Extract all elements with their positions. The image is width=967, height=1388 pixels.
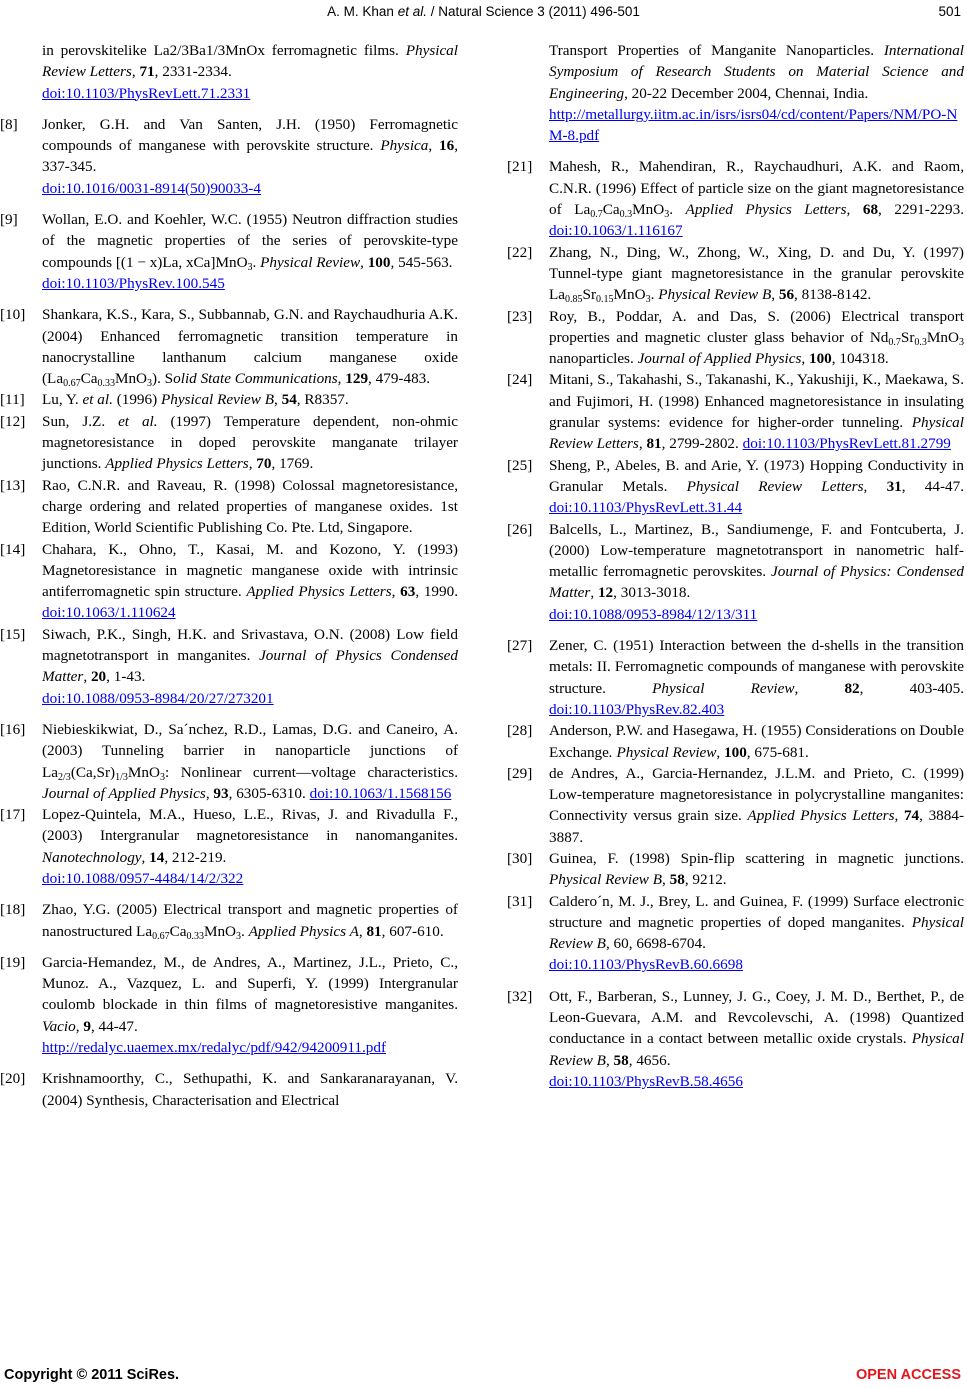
reference-18: [18] Zhao, Y.G. (2005) Electrical transport and magnetic properties of nanostructured $La_{0.67}Ca_{0.33}MnO_3$. Applied Physics A, 81, 607-610. bbox=[0, 901, 458, 942]
ref-journal: Physical Review B bbox=[658, 286, 772, 304]
ref-volume: 82 bbox=[844, 679, 860, 697]
reference-31 bbox=[507, 891, 964, 976]
ref-text: in perovskitelike La2/3Ba1/3MnOx ferromagnetic films. bbox=[42, 42, 399, 59]
reference-30: [30] Guinea, F. (1998) Spin-flip scattering in magnetic junctions. Physical Review B, 58, 9212. bbox=[507, 849, 964, 889]
doi-link[interactable]: doi:10.1063/1.110624 bbox=[42, 604, 176, 622]
ref-text: MnO bbox=[114, 370, 148, 388]
ref-text: Lu, Y. bbox=[42, 391, 79, 409]
ref-number: [21] bbox=[507, 158, 533, 176]
doi-link[interactable]: doi:10.1103/PhysRevB.60.6698 bbox=[549, 956, 743, 974]
ref-journal: Physical Review B bbox=[160, 391, 275, 409]
ref-text: ). S bbox=[152, 370, 174, 388]
ref-text: Balcells, L., Martinez, B., Sandiumenge, F. and Fontcuberta, J. (2000) Low-temperature magnetotransport in nanometric half-metallic ferromagnetic perovskites. bbox=[549, 520, 964, 581]
ref-volume: 20 bbox=[90, 668, 107, 686]
reference-25: [25] Sheng, P., Abeles, B. and Arie, Y. (1973) Hopping Conductivity in Granular Metals. Physical Review Letters, 31, 44-47. doi:10.1103/PhysRevLett.31.44 bbox=[507, 456, 965, 517]
ref-text: Sun, J.Z. bbox=[42, 412, 106, 430]
ref-text: Caldero´n, M. J., Brey, L. and Guinea, F. (1999) Surface electronic structure and magnetic properties of doped manganites. bbox=[549, 892, 964, 931]
ref-number: [20] bbox=[0, 1070, 26, 1088]
page-footer bbox=[0, 1367, 967, 1387]
ref-pages: , 212-219. bbox=[164, 848, 227, 866]
reference-12: [12] Sun, J.Z. et al. (1997) Temperature dependent, non-ohmic magnetoresistance in doped perovskite manganate trilayer junctions. Applied Physics Letters, 70, 1769. bbox=[0, 412, 458, 473]
ref-pages: , 44-47. bbox=[901, 477, 965, 495]
doi-link[interactable]: doi:10.1103/PhysRev.82.403 bbox=[549, 700, 725, 718]
ref-number: [32] bbox=[507, 987, 533, 1005]
ref-journal: Applied Physics A bbox=[248, 922, 359, 940]
ref-number: [26] bbox=[507, 520, 533, 538]
ref-number: [17] bbox=[0, 806, 26, 824]
ref-text: Mitani, S., Takahashi, S., Takanashi, K., Yakushiji, K., Maekawa, S. and Fujimori, H. (1998) Enhanced magnetoresistance in insulating granular systems: evidence for higher-order tunneling. bbox=[549, 371, 964, 432]
reference-32: [32] Ott, F., Barberan, S., Lunney, J. G., Coey, J. M. D., Berthet, P., de Leon-Guevara, A.M. and Revcolevschi, A. (1998) Quantized conductance in a contact between metallic oxide crystals. Physical Review B, 58, 4656. doi:10.1103/PhysRevB.58.4656 bbox=[507, 987, 964, 1090]
ref-journal: : Condensed Matter bbox=[549, 563, 965, 602]
ref-text: de Andres, A., Garcia-Hernandez, J.L.M. and Prieto, C. (1999) Low-temperature magnetoresistance in polycrystalline manganites: Connectivity versus grain size. bbox=[549, 764, 964, 825]
ref-text: Niebieskikwiat, D., Sa´nchez, R.D., Lamas, D.G. and Caneiro, A. (2003) Tunneling barrier in nanoparticle junctions of La bbox=[42, 720, 458, 781]
doi-link[interactable]: doi:10.1103/PhysRevLett.31.44 bbox=[549, 499, 743, 517]
page-number: 501 bbox=[938, 4, 961, 19]
reference-26: [26] Balcells, L., Martinez, B., Sandiumenge, F. and Fontcuberta, J. (2000) Low-temperature magnetotransport in nanometric half-metallic ferromagnetic perovskites. Journal of Physics: Condensed Matter, 12, 3013-3018. doi:10.1088/0953-8984/12/13/311 bbox=[507, 520, 965, 623]
ref-pages: , 2291-2293. bbox=[878, 201, 965, 219]
doi-link[interactable]: doi:10.1088/0953-8984/20/27/273201 bbox=[42, 689, 274, 707]
ref-number: [29] bbox=[507, 764, 533, 782]
ref-text: Wollan, E.O. and Koehler, W.C. (1955) Neutron diffraction studies of the magnetic properties of the series of perovskite-type compounds [(1 − x)La, xCa]MnO bbox=[42, 211, 458, 271]
ref-subscript: 0.67 bbox=[63, 378, 81, 390]
ref-journal: Applied Physics Letters bbox=[246, 583, 392, 601]
copyright-notice: Copyright © 2011 SciRes. bbox=[4, 1367, 180, 1383]
ref-text: (1997) Temperature dependent, non-ohmic magnetoresistance in doped perovskite manganate trilayer junctions. bbox=[42, 412, 458, 473]
ref-pages: , 2799-2802. bbox=[661, 435, 739, 453]
ref-text: MnO bbox=[926, 328, 959, 346]
ref-text: Garcia-Hemandez, M., de Andres, A., Martinez, J.L., Prieto, C., Munoz. A., Vazquez, L. and Superfi, Y. (1999) Intergranular coulomb blockade in thin films of magnetoresistive manganites. bbox=[42, 953, 458, 1014]
reference-20 bbox=[0, 1068, 458, 1111]
ref-number: [28] bbox=[507, 722, 533, 740]
ref-number: [8] bbox=[0, 115, 18, 133]
reference-23: [23] Roy, B., Poddar, A. and Das, S. (2006) Electrical transport properties and magnetic cluster glass behavior of $Nd_{0.7}Sr_{0.3}MnO_3$ nanoparticles. Journal of Applied Physics, 100, 104318. bbox=[507, 307, 964, 368]
ref-volume: 58 bbox=[613, 1051, 629, 1069]
ref-journal: Physical Review B bbox=[549, 913, 965, 953]
ref-subscript: 0.67 bbox=[152, 930, 170, 942]
ref-journal: olid State Communications bbox=[173, 370, 338, 388]
ref-number: [11] bbox=[0, 391, 25, 409]
ref-journal: Journal of Applied Physics bbox=[42, 784, 206, 802]
ref-text: Sheng, P., Abeles, B. and Arie, Y. (1973) Hopping Conductivity in Granular Metals. bbox=[549, 456, 964, 495]
reference-8: [8] Jonker, G.H. and Van Santen, J.H. (1950) Ferromagnetic compounds of manganese with perovskite structure. Physica, 16, 337-345. doi:10.1016/0031-8914(50)90033-4 bbox=[0, 115, 458, 197]
ref-pages: , 44-47. bbox=[90, 1017, 138, 1035]
ref-volume: 129 bbox=[345, 370, 369, 388]
ref-journal: Applied Physics Letters bbox=[747, 807, 895, 825]
ref-pages: , 2331-2334. bbox=[154, 63, 232, 81]
references-right-column bbox=[507, 40, 964, 1092]
ref-text: Ott, F., Barberan, S., Lunney, J. G., Coey, J. M. D., Berthet, P., de Leon-Guevara, A.M. and Revcolevschi, A. (1998) Quantized conductance in a contact between metallic oxide crystals. bbox=[549, 987, 964, 1048]
reference-24: [24] Mitani, S., Takahashi, S., Takanashi, K., Yakushiji, K., Maekawa, S. and Fujimori, H. (1998) Enhanced magnetoresistance in insulating granular systems: evidence for higher-order tunneling. Physical Review Letters, 81, 2799-2802. doi:10.1103/PhysRevLett.81.2799 bbox=[507, 371, 964, 453]
reference-19: [19] Garcia-Hemandez, M., de Andres, A., Martinez, J.L., Prieto, C., Munoz. A., Vazquez, L. and Superfi, Y. (1999) Intergranular coulomb blockade in thin films of magnetoresistive manganites. Vacio, 9, 44-47. http://redalyc.uaemex.mx/redalyc/pdf/942/94200911.pdf bbox=[0, 953, 458, 1057]
ref-number: [30] bbox=[507, 849, 533, 867]
header-etal: et al. bbox=[397, 4, 427, 19]
ref-text: Ca bbox=[80, 370, 98, 388]
ref-text: . bbox=[669, 201, 673, 219]
ref-text: Zhang, N., Ding, W., Zhong, W., Xing, D. and Du, Y. (1997) Tunnel-type giant magnetoresistance in the granular perovskite La bbox=[549, 243, 964, 304]
ref-text: Ca bbox=[602, 201, 620, 219]
ref-number: [27] bbox=[507, 637, 533, 655]
ref-pages: , 403-405. bbox=[859, 679, 965, 697]
ref-pages: , 675-681. bbox=[746, 743, 809, 761]
ref-pages: , 8138-8142. bbox=[794, 286, 872, 304]
ref-pages: , 1769. bbox=[271, 455, 314, 473]
ref-number: [24] bbox=[507, 371, 533, 389]
ref-text: Roy, B., Poddar, A. and Das, S. (2006) Electrical transport properties and magnetic cluster glass behavior of Nd bbox=[549, 307, 964, 346]
reference-11: [11] Lu, Y. et al. (1996) Physical Review B, 54, R8357. bbox=[0, 389, 458, 410]
ref-volume: 100 bbox=[808, 350, 832, 368]
ref-journal: Physical Review Letters bbox=[42, 42, 458, 81]
ref-number: [18] bbox=[0, 901, 26, 919]
ref-pages: , 3884-3887. bbox=[549, 807, 965, 846]
ref-subscript: 0.3 bbox=[619, 209, 633, 221]
ref-text: Rao, C.N.R. and Raveau, R. (1998) Colossal magnetoresistance, charge ordering and related properties of manganese oxides. 1st Edition, World Scientific Publishing Co. Pte. Ltd, Singapore. bbox=[42, 476, 458, 537]
ref-text: Zener, C. (1951) Interaction between the d-shells in the transition metals: II. Ferromagnetic compounds of manganese with perovskite structure. bbox=[549, 637, 964, 697]
ref-number: [31] bbox=[507, 892, 533, 910]
url-link[interactable]: http://redalyc.uaemex.mx/redalyc/pdf/942/94200911.pdf bbox=[42, 1039, 387, 1057]
ref-volume: 63 bbox=[400, 583, 416, 601]
header-authors: A. M. Khan bbox=[327, 4, 394, 19]
reference-10: [10] Shankara, K.S., Kara, S., Subbannab, G.N. and Raychaudhuria A.K. (2004) Enhanced ferromagnetic transition temperature in nanocrystalline lanthanum calcium manganese oxide $(La_{0.67}Ca_{0.33}MnO_3)$. Solid State Communications, 129, 479-483. bbox=[0, 306, 458, 390]
ref-text: MnO bbox=[613, 286, 646, 304]
ref-subscript: 3 bbox=[147, 378, 153, 390]
ref-volume: 81 bbox=[366, 922, 382, 940]
ref-text: MnO bbox=[632, 201, 665, 219]
ref-pages: , 3013-3018. bbox=[613, 584, 691, 602]
reference-27: [27] Zener, C. (1951) Interaction between the d-shells in the transition metals: II. Ferromagnetic compounds of manganese with perovskite structure. Physical Review, 82, 403-405. doi:10.1103/PhysRev.82.403 bbox=[507, 637, 965, 718]
ref-volume: 100 bbox=[367, 253, 391, 271]
ref-pages: , 337-345. bbox=[42, 137, 458, 176]
ref-text: Chahara, K., Ohno, T., Kasai, M. and Kozono, Y. (1993) Magnetoresistance in magnetic manganese oxide with intrinsic antiferromagnetic spin structure. bbox=[42, 540, 458, 601]
ref-journal: Physical Review bbox=[652, 679, 795, 697]
ref-journal: Applied Physics Letters bbox=[105, 455, 249, 473]
doi-link[interactable]: doi:10.1016/0031-8914(50)90033-4 bbox=[42, 179, 261, 197]
ref-number: [25] bbox=[507, 456, 533, 474]
reference-13 bbox=[0, 475, 458, 539]
ref-text: Guinea, F. (1998) Spin-flip scattering in magnetic junctions. bbox=[549, 849, 964, 867]
ref-volume: 68 bbox=[862, 201, 879, 219]
ref-journal: Physical Review B bbox=[549, 1030, 964, 1069]
ref-text-after: . bbox=[252, 253, 257, 271]
ref-text: . bbox=[241, 922, 245, 940]
ref-subscript: 0.33 bbox=[186, 930, 204, 942]
ref-number: [12] bbox=[0, 412, 26, 430]
ref-subscript: 3 bbox=[959, 336, 964, 348]
reference-7-continuation: in perovskitelike La2/3Ba1/3MnOx ferromagnetic films. Physical Review Letters, 71, 2331-2334. doi:10.1103/PhysRevLett.71.2331 bbox=[42, 42, 458, 102]
ref-subscript: 3 bbox=[247, 261, 253, 273]
doi-link[interactable]: doi:10.1103/PhysRevLett.81.2799 bbox=[742, 435, 951, 453]
running-header bbox=[0, 4, 967, 22]
ref-text: Anderson, P.W. and Hasegawa, H. (1955) Considerations on Double Exchange bbox=[549, 722, 964, 761]
ref-text: Transport Properties of Manganite Nanoparticles. bbox=[549, 42, 875, 59]
ref-journal: Applied Physics Letters bbox=[685, 201, 847, 219]
ref-pages: , R8357. bbox=[296, 391, 349, 409]
ref-journal: . Physical Review bbox=[608, 743, 717, 761]
ref-volume: 71 bbox=[139, 63, 155, 81]
ref-volume: 14 bbox=[149, 848, 165, 866]
reference-22: [22] Zhang, N., Ding, W., Zhong, W., Xing, D. and Du, Y. (1997) Tunnel-type giant magnetoresistance in the granular perovskite $La_{0.85}Sr_{0.15}MnO_3$. Physical Review B, 56, 8138-8142. bbox=[507, 243, 964, 306]
ref-volume: 12 bbox=[597, 584, 614, 602]
ref-journal: Physical Review Letters bbox=[549, 414, 964, 453]
ref-journal: Physica bbox=[380, 137, 429, 155]
url-link[interactable]: http://metallurgy.iitm.ac.in/isrs/isrs04/cd/content/Papers/NM/PO-NM-8.pdf bbox=[549, 105, 958, 145]
doi-link[interactable]: doi:10.1063/1.116167 bbox=[549, 222, 683, 240]
ref-text: Zhao, Y.G. (2005) Electrical transport and magnetic properties of nanostructured La bbox=[42, 901, 458, 940]
ref-text: (1996) bbox=[116, 391, 158, 409]
ref-subscript: 0.7 bbox=[590, 209, 603, 221]
ref-subscript: 3 bbox=[645, 294, 651, 306]
ref-journal: International Symposium of Research Students on Material Science and Engineering bbox=[549, 42, 965, 102]
reference-17: [17] Lopez-Quintela, M.A., Hueso, L.E., Rivas, J. and Rivadulla F., (2003) Intergranular magnetoresistance in nanomanganites. Nanotechnology, 14, 212-219. doi:10.1088/0957-4484/14/2/322 bbox=[0, 806, 458, 887]
ref-pages: , 4656. bbox=[628, 1051, 671, 1069]
ref-journal: Nanotechnology bbox=[42, 848, 142, 866]
ref-volume: 74 bbox=[903, 807, 920, 825]
ref-text: . bbox=[650, 286, 655, 304]
doi-link[interactable]: doi:10.1103/PhysRevB.58.4656 bbox=[549, 1072, 743, 1090]
ref-text: Siwach, P.K., Singh, H.K. and Srivastava, O.N. (2008) Low field magnetotransport in manganites. bbox=[42, 625, 458, 665]
ref-subscript: 0.7 bbox=[888, 336, 901, 348]
doi-link[interactable]: doi:10.1063/1.1568156 bbox=[309, 784, 452, 802]
ref-subscript: 3 bbox=[236, 930, 242, 942]
ref-journal: Vacio bbox=[42, 1017, 76, 1035]
ref-volume: 56 bbox=[778, 286, 795, 304]
ref-etal: et al. bbox=[82, 391, 113, 409]
ref-pages: , 479-483. bbox=[368, 370, 431, 388]
ref-journal: Physical Review bbox=[260, 253, 361, 271]
ref-text-after: , 20-22 December 2004, Chennai, India. bbox=[624, 84, 869, 102]
ref-text: Jonker, G.H. and Van Santen, J.H. (1950) Ferromagnetic compounds of manganese with perovskite structure. bbox=[42, 115, 458, 155]
ref-text: Krishnamoorthy, C., Sethupathi, K. and Sankaranarayanan, V. (2004) Synthesis, Characterisation and Electrical bbox=[42, 1070, 458, 1109]
ref-subscript: 3 bbox=[159, 771, 165, 783]
ref-journal: Physical Review B bbox=[549, 871, 663, 889]
ref-subscript: 2/3 bbox=[58, 771, 71, 783]
ref-subscript: 3 bbox=[664, 209, 670, 221]
ref-number: [22] bbox=[507, 243, 533, 261]
ref-number: [9] bbox=[0, 211, 18, 229]
ref-text: MnO bbox=[203, 922, 237, 940]
ref-pages: , 607-610. bbox=[381, 922, 444, 940]
ref-subscript: 0.33 bbox=[97, 378, 115, 390]
ref-journal: Physical Review Letters bbox=[686, 477, 864, 495]
ref-text: : Nonlinear current—voltage characteristics. bbox=[164, 763, 458, 781]
ref-pages: , 9212. bbox=[684, 871, 727, 889]
ref-subscript: 0.85 bbox=[565, 294, 583, 306]
reference-29: [29] de Andres, A., Garcia-Hernandez, J.L.M. and Prieto, C. (1999) Low-temperature magnetoresistance in polycrystalline manganites: Connectivity versus grain size. Applied Physics Letters, 74, 3884-3887. bbox=[507, 764, 965, 846]
ref-number: [14] bbox=[0, 540, 26, 558]
ref-pages: , 545-563. bbox=[390, 253, 453, 271]
reference-9: [9] Wollan, E.O. and Koehler, W.C. (1955) Neutron diffraction studies of the magnetic properties of the series of perovskite-type compounds [(1 − x)La, xCa]MnO$_3$. Physical Review, 100, 545-563. doi:10.1103/PhysRev.100.545 bbox=[0, 211, 458, 292]
ref-number: [13] bbox=[0, 476, 26, 494]
ref-text: MnO bbox=[127, 763, 160, 781]
ref-text: Sr bbox=[900, 328, 915, 346]
ref-volume: 93 bbox=[213, 784, 229, 802]
references-left-column bbox=[0, 40, 458, 1111]
ref-subscript: 1/3 bbox=[115, 771, 128, 783]
doi-link[interactable]: doi:10.1088/0953-8984/12/13/311 bbox=[549, 605, 758, 623]
reference-16: [16] Niebieskikwiat, D., Sa´nchez, R.D., Lamas, D.G. and Caneiro, A. (2003) Tunneling barrier in nanoparticle junctions of $La_{2/3}(Ca,Sr)_{1/3}MnO_3$: Nonlinear current—voltage characteristics. Journal of Applied Physics, 93, 6305-6310. doi:10.1063/1.1568156 bbox=[0, 720, 458, 802]
ref-volume: 16 bbox=[439, 137, 455, 155]
ref-text: Shankara, K.S., Kara, S., Subbannab, G.N. and Raychaudhuria A.K. (2004) Enhanced ferromagnetic transition temperature in nanocrystalline lanthanum calcium manganese oxide (La bbox=[42, 306, 458, 388]
header-journal: / Natural Science 3 (2011) 496-501 bbox=[430, 4, 640, 19]
ref-volume: 100 bbox=[724, 743, 747, 761]
ref-number: [15] bbox=[0, 625, 26, 643]
ref-text: Mahesh, R., Mahendiran, R., Raychaudhuri, A.K. and Raom, C.N.R. (1996) Effect of particle size on the giant magnetoresistance of La bbox=[549, 158, 964, 219]
ref-text: nanoparticles. bbox=[549, 350, 634, 368]
ref-pages: , 6305-6310. bbox=[228, 784, 306, 802]
ref-number: [10] bbox=[0, 306, 26, 324]
doi-link[interactable]: doi:10.1103/PhysRevLett.71.2331 bbox=[42, 84, 251, 102]
ref-subscript: 0.3 bbox=[914, 336, 927, 348]
ref-subscript: 0.15 bbox=[596, 294, 614, 306]
ref-volume: 70 bbox=[256, 455, 272, 473]
ref-pages: , 1-43. bbox=[106, 668, 146, 686]
doi-link[interactable]: doi:10.1088/0957-4484/14/2/322 bbox=[42, 869, 244, 887]
open-access-label: OPEN ACCESS bbox=[855, 1367, 961, 1383]
reference-14: [14] Chahara, K., Ohno, T., Kasai, M. and Kozono, Y. (1993) Magnetoresistance in magnetic manganese oxide with intrinsic antiferromagnetic spin structure. Applied Physics Letters, 63, 1990. doi:10.1063/1.110624 bbox=[0, 540, 459, 622]
ref-volume: 9 bbox=[83, 1017, 91, 1035]
ref-pages: , 1990. bbox=[415, 583, 459, 601]
ref-number: [19] bbox=[0, 953, 26, 971]
ref-volume: 54 bbox=[281, 391, 297, 409]
ref-journal: Journal of Physics Condensed Matter bbox=[42, 647, 458, 686]
reference-21: [21] Mahesh, R., Mahendiran, R., Raychaudhuri, A.K. and Raom, C.N.R. (1996) Effect of particle size on the giant magnetoresistance of $La_{0.7}Ca_{0.3}MnO_3$. Applied Physics Letters, 68, 2291-2293. doi:10.1063/1.116167 bbox=[507, 158, 965, 240]
ref-journal: Journal of Physics bbox=[771, 563, 887, 581]
ref-text-after: , 60, 6698-6704. bbox=[605, 935, 706, 953]
ref-etal: et al. bbox=[118, 412, 158, 430]
ref-volume: 58 bbox=[669, 871, 685, 889]
ref-volume: 31 bbox=[886, 477, 902, 495]
ref-text: Sr bbox=[582, 286, 597, 304]
ref-text: Lopez-Quintela, M.A., Hueso, L.E., Rivas, J. and Rivadulla F., (2003) Intergranular magnetoresistance in nanomanganites. bbox=[42, 806, 458, 845]
reference-15: [15] Siwach, P.K., Singh, H.K. and Srivastava, O.N. (2008) Low field magnetotransport in manganites. Journal of Physics Condensed Matter, 20, 1-43. doi:10.1088/0953-8984/20/27/273201 bbox=[0, 625, 458, 707]
ref-text: (Ca,Sr) bbox=[70, 763, 116, 781]
doi-link[interactable]: doi:10.1103/PhysRev.100.545 bbox=[42, 274, 225, 292]
ref-pages: , 104318. bbox=[831, 350, 889, 368]
ref-volume: 81 bbox=[646, 435, 662, 453]
reference-28: [28] Anderson, P.W. and Hasegawa, H. (1955) Considerations on Double Exchange. Physical Review, 100, 675-681. bbox=[507, 722, 964, 761]
ref-number: [23] bbox=[507, 307, 533, 325]
header-title bbox=[0, 4, 967, 19]
ref-text: Ca bbox=[169, 922, 187, 940]
ref-number: [16] bbox=[0, 720, 26, 738]
reference-20-continuation bbox=[507, 40, 964, 146]
ref-journal: Journal of Applied Physics bbox=[637, 350, 802, 368]
